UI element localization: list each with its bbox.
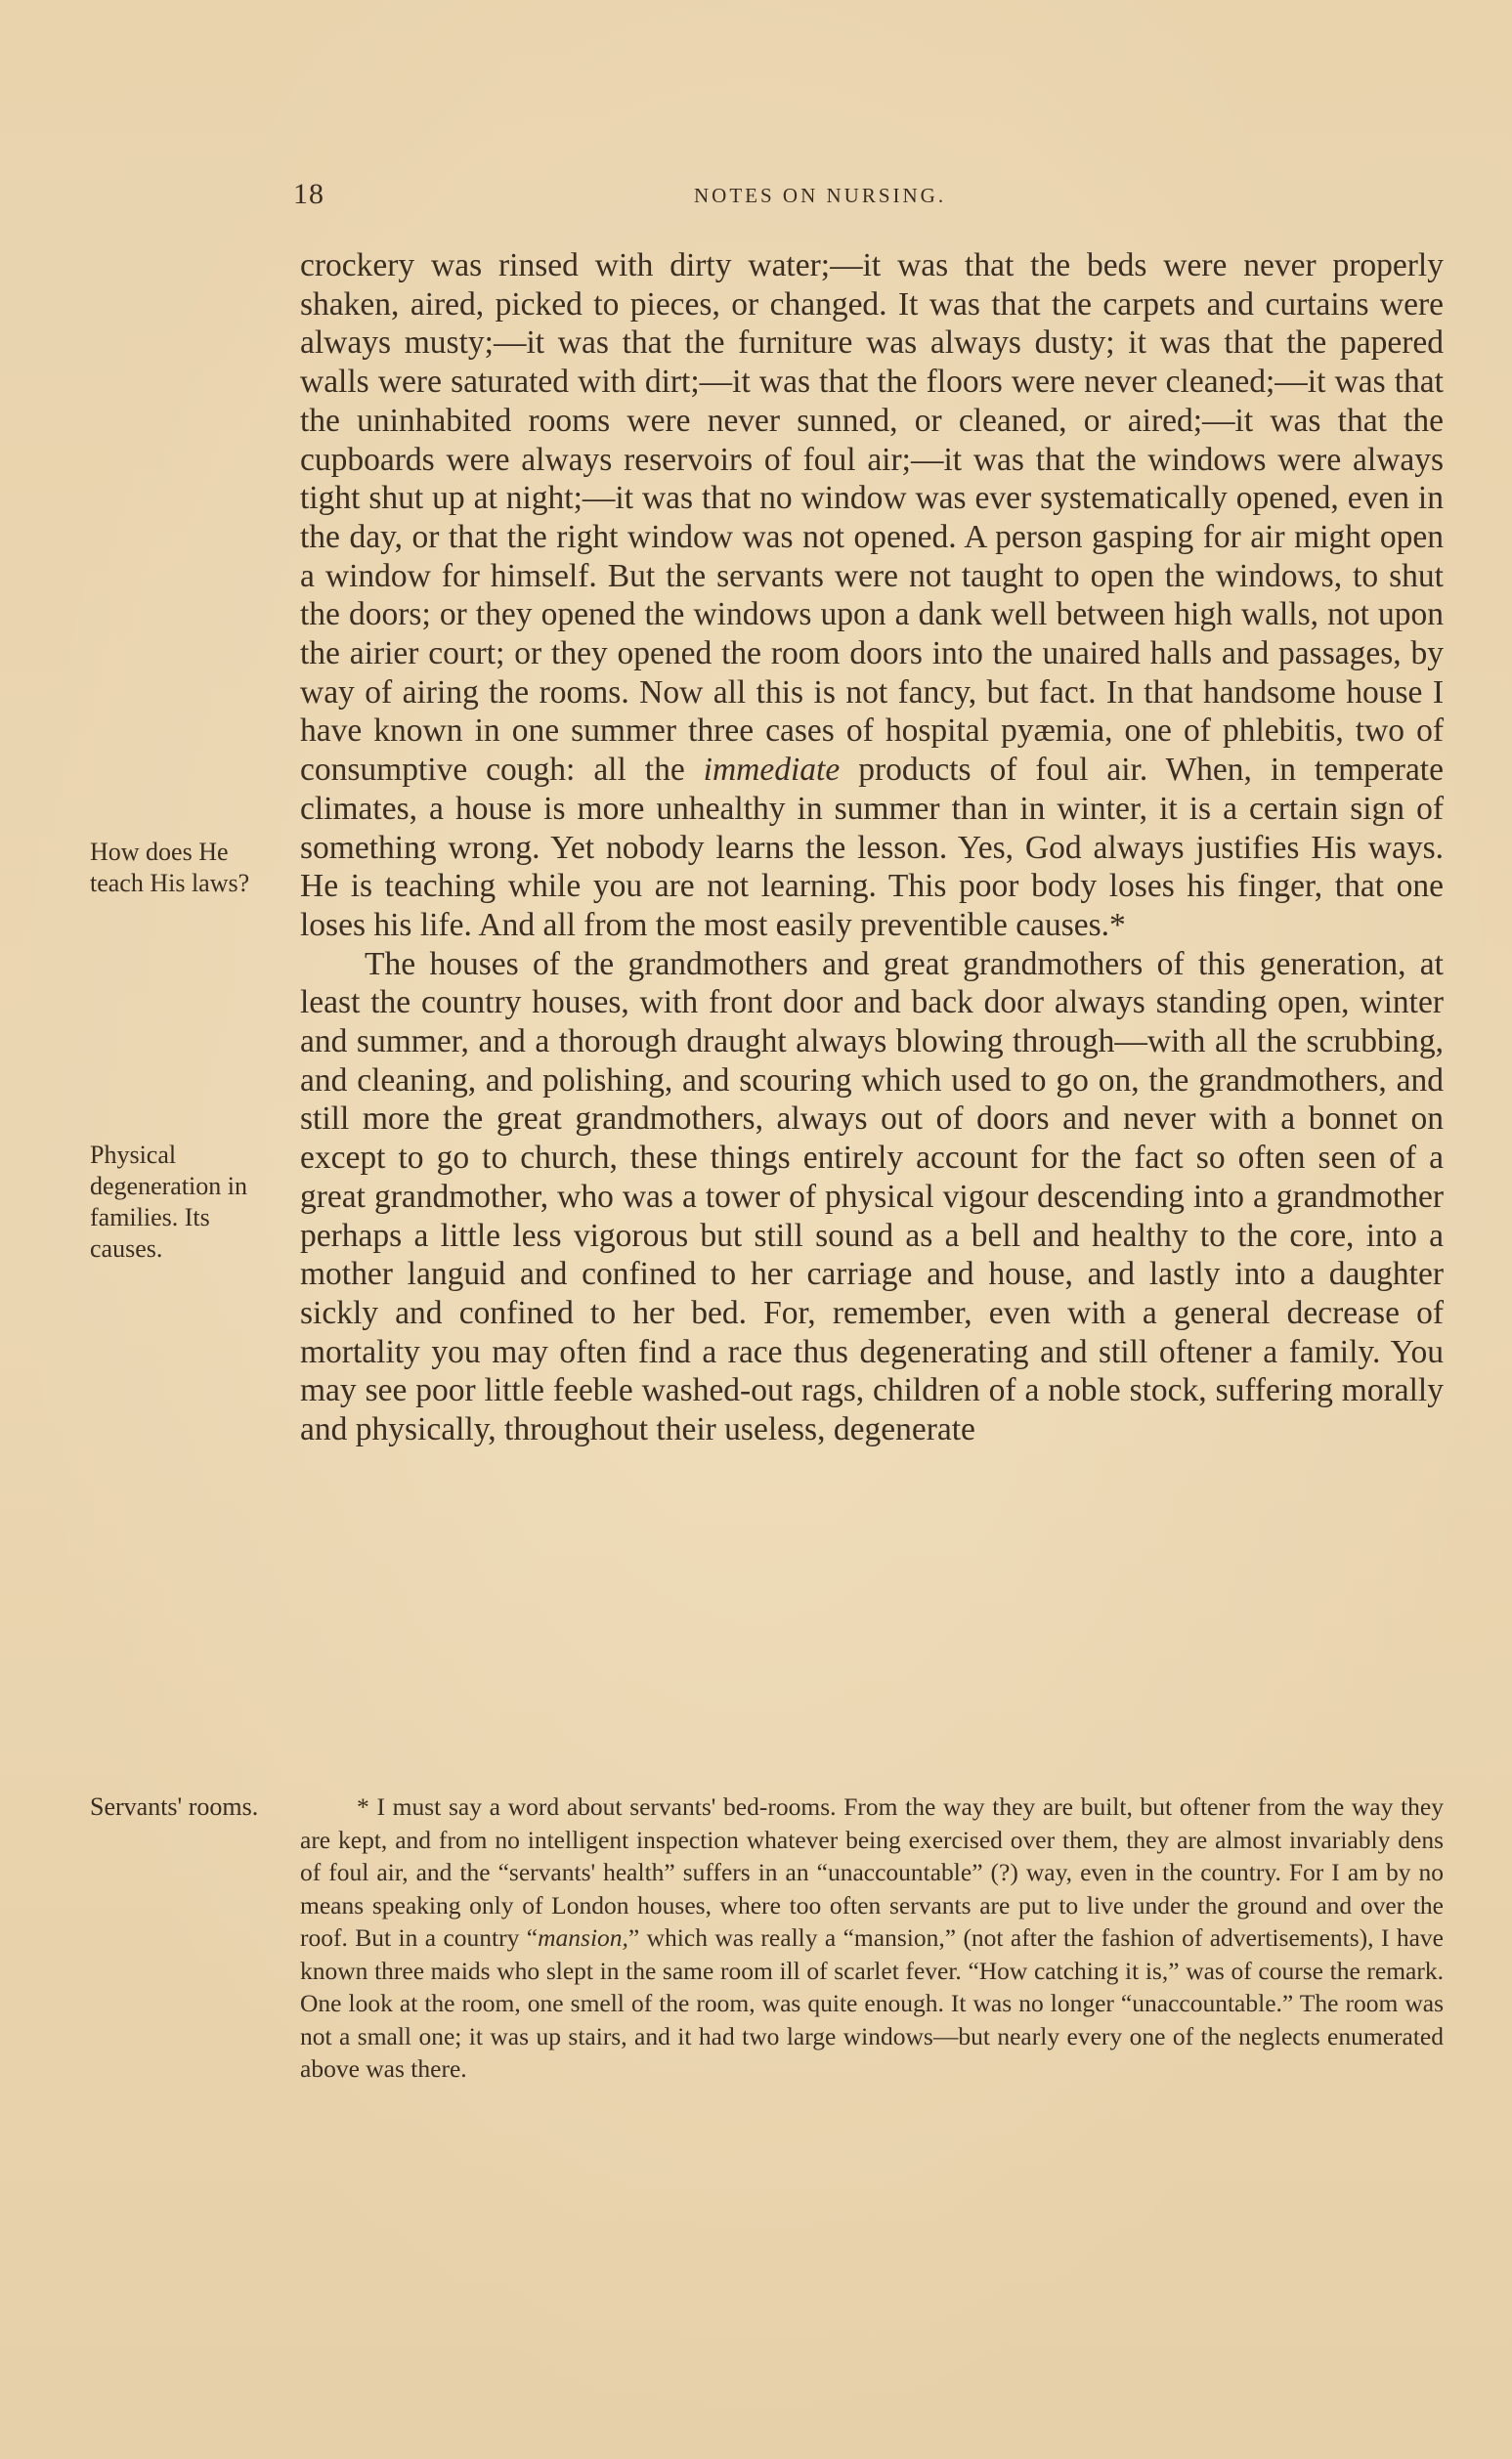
running-head: NOTES ON NURSING. [694, 184, 947, 207]
main-text [300, 246, 1444, 1449]
footnote-text-b: ” which was really a “mansion,” (not after the fashion of advertisements), I have known three maids who slept in the same room ill of scarlet fever. “How catching it is,” was of course the remark. One look at the room, one smell of the room, was quite enough. It was no longer “unaccountable.” The room was not a small one; it was up stairs, and it had two large windows—but nearly every one of the neglects enumerated above was there. [300, 1923, 1444, 2083]
paragraph-1-text-b: products of foul air. When, in temperate climates, a house is more unhealthy in summer than in winter, it is a certain sign of something wrong. Yet nobody learns the lesson. Yes, God always justifies His ways. He is teaching while you are not learning. This poor body loses his finger, that one loses his life. And all from the most easily preventible causes.* [300, 752, 1444, 943]
footnote-emphasis: mansion, [538, 1923, 628, 1952]
page-header [293, 178, 1447, 217]
footnote-text-a: * I must say a word about servants' bed-rooms. From the way they are built, but oftener from the way they are kept, and from no intelligent inspection whatever being exercised over them, they are almost invariably dens of foul air, and the “servants' health” suffers in an “unaccountable” (?) way, even in the country. For I am by no means speaking only of London houses, where too often servants are put to live under the ground and over the roof. But in a country “ [300, 1792, 1444, 1952]
margin-note-teach-laws: How does He teach His laws? [90, 838, 250, 897]
page-number: 18 [293, 178, 324, 210]
footnote-paragraph [300, 1790, 1444, 2086]
paragraph-2: The houses of the grandmothers and great grandmothers of this generation, at least the country houses, with front door and back door always standing open, winter and summer, and a thorough draught always blowing through—with all the scrubbing, and cleaning, and polishing, and scouring which used to go on, the grandmothers, and still more the great grandmothers, always out of doors and never with a bonnet on except to go to church, these things entirely account for the fact so often seen of a great grandmother, who was a tower of physical vigour descending into a grandmother perhaps a little less vigorous but still sound as a bell and healthy to the core, into a mother languid and confined to her carriage and house, and lastly into a daughter sickly and confined to her bed. For, remember, even with a general decrease of mortality you may often find a race thus degenerating and still oftener a family. You may see poor little feeble washed-out rags, children of a noble stock, suffering morally and physically, throughout their useless, degenerate [300, 945, 1444, 1448]
paragraph-1-emphasis: immediate [703, 752, 841, 789]
footnote [300, 1790, 1444, 2086]
paragraph-1 [300, 246, 1444, 945]
margin-note-degeneration: Physical degeneration in families. Its causes. [90, 1141, 247, 1263]
margin-note-servants-rooms: Servants' rooms. [90, 1792, 259, 1821]
paragraph-1-text-a: crockery was rinsed with dirty water;—it was that the beds were never properly shaken, aired, picked to pieces, or changed. It was that the carpets and curtains were always musty;—it was that the furniture was always dusty; it was that the papered walls were saturated with dirt;—it was that the floors were never cleaned;—it was that the uninhabited rooms were never sunned, or cleaned, or aired;—it was that the cupboards were always reservoirs of foul air;—it was that the windows were always tight shut up at night;—it was that no window was ever systematically opened, even in the day, or that the right window was not opened. A person gasping for air might open a window for himself. But the servants were not taught to open the windows, to shut the doors; or they opened the windows upon a dank well between high walls, not upon the airier court; or they opened the room doors into the unaired halls and passages, by way of airing the rooms. Now all this is not fancy, but fact. In that handsome house I have known in one summer three cases of hospital pyæmia, one of phlebitis, two of consumptive cough: all the [300, 247, 1444, 789]
